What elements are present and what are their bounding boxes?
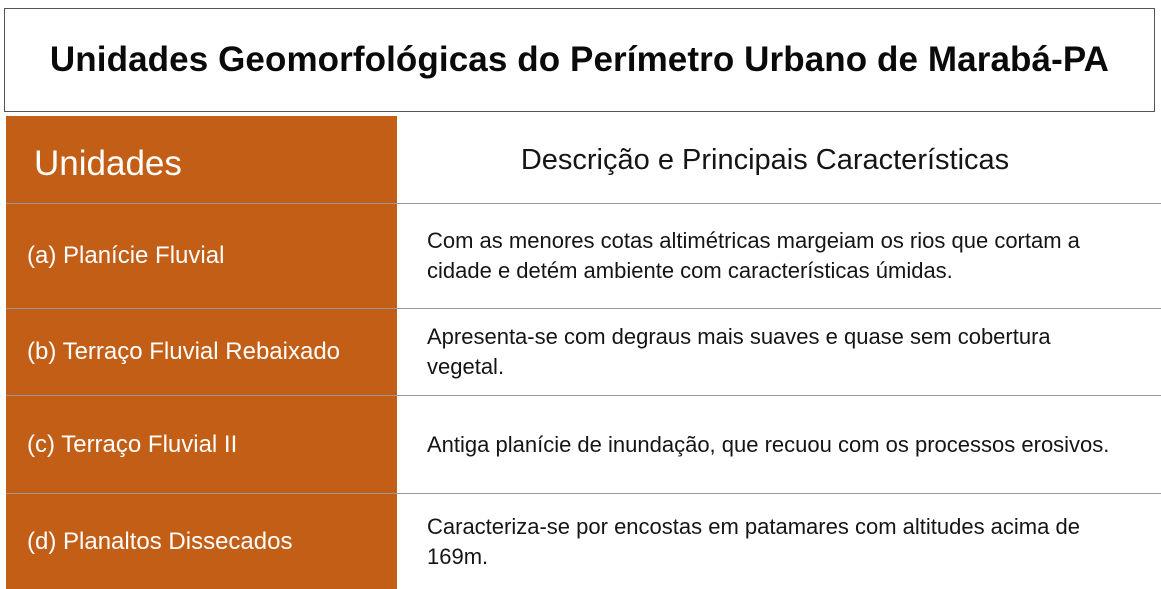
geomorphology-table — [6, 116, 1161, 589]
table-header-row — [6, 116, 1161, 203]
description-cell: Antiga planície de inundação, que recuou com os processos erosivos. — [397, 396, 1161, 493]
header-description: Descrição e Principais Características — [397, 116, 1161, 203]
description-cell: Apresenta-se com degraus mais suaves e quase sem cobertura vegetal. — [397, 309, 1161, 395]
table-row — [6, 396, 1161, 493]
unit-cell: (d) Planaltos Dissecados — [6, 494, 397, 589]
table-row — [6, 494, 1161, 589]
document-title: Unidades Geomorfológicas do Perímetro Urbano de Marabá-PA — [49, 40, 1110, 79]
unit-cell: (c) Terraço Fluvial II — [6, 396, 397, 493]
header-units: Unidades — [6, 116, 397, 203]
description-cell: Com as menores cotas altimétricas margeiam os rios que cortam a cidade e detém ambiente com características úmidas. — [397, 204, 1161, 308]
row-divider — [6, 308, 1161, 309]
row-divider — [6, 395, 1161, 396]
unit-cell: (b) Terraço Fluvial Rebaixado — [6, 309, 397, 395]
description-cell: Caracteriza-se por encostas em patamares com altitudes acima de 169m. — [397, 494, 1161, 589]
table-row — [6, 204, 1161, 308]
row-divider — [6, 203, 1161, 204]
row-divider — [6, 493, 1161, 494]
title-box — [4, 8, 1155, 112]
table-row — [6, 309, 1161, 395]
unit-cell: (a) Planície Fluvial — [6, 204, 397, 308]
